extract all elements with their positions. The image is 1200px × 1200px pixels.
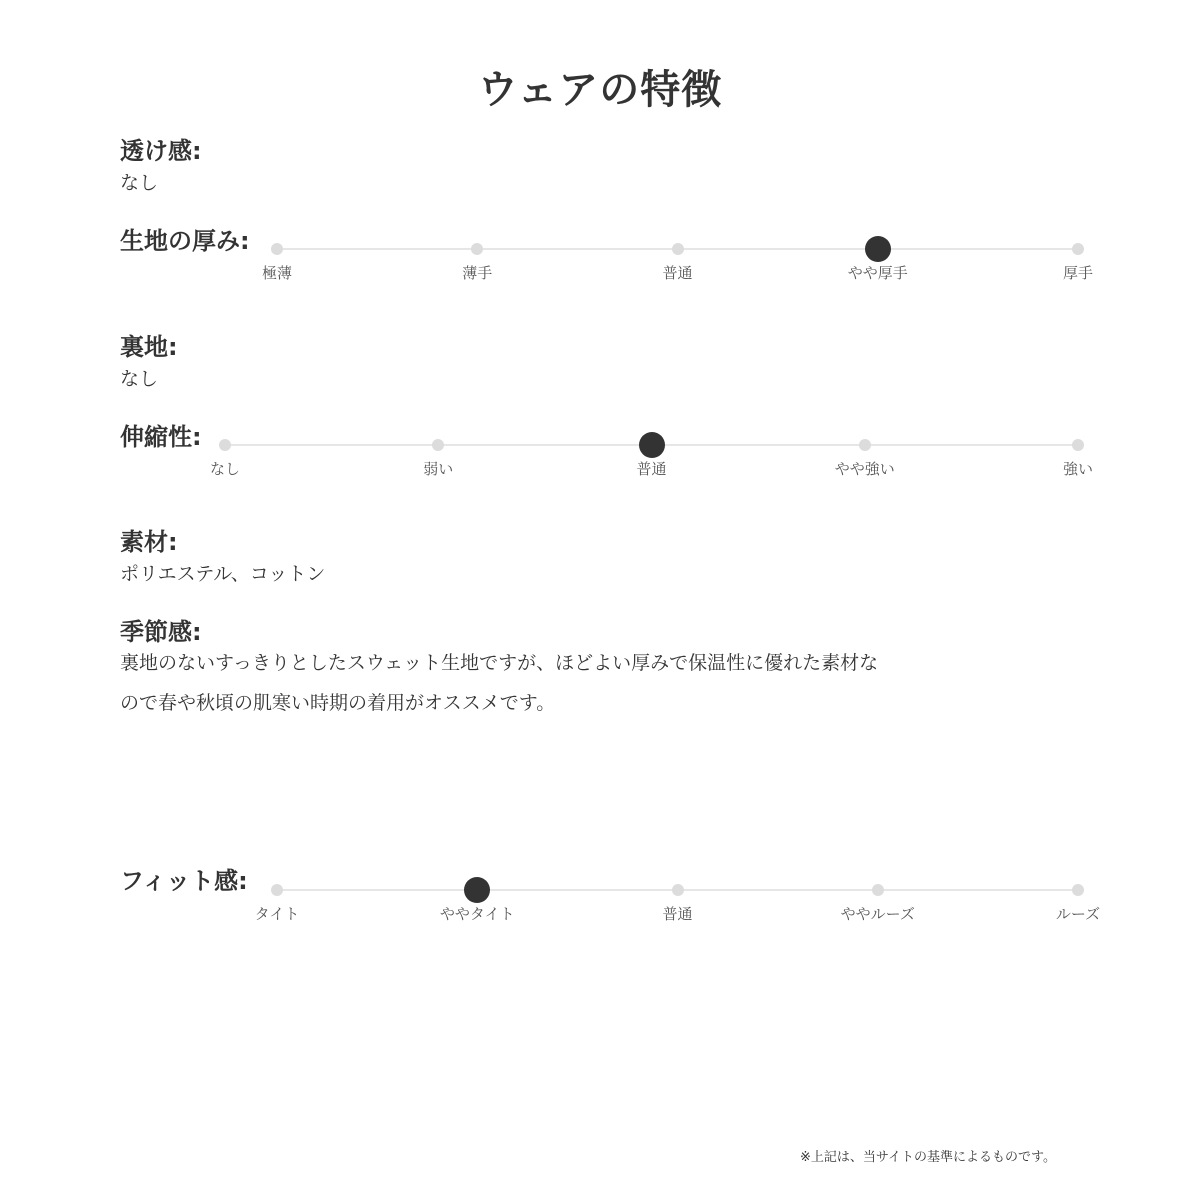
fit-option-label: ルーズ [1055,905,1101,923]
footnote: ※上記は、当サイトの基準によるものです。 [800,1150,1056,1165]
thickness-scale [261,248,1093,288]
page-title: ウェアの特徴 [477,67,723,113]
fit-option-label: ややルーズ [840,905,915,923]
thickness-dot [271,243,283,255]
thickness-selected-dot [865,236,891,262]
thickness-dot [471,243,483,255]
thickness-option-label: 普通 [662,264,693,282]
stretch-label: 伸縮性: [120,423,202,451]
fit-option-label: タイト [254,905,300,923]
fit-option-label: 普通 [662,905,693,923]
stretch-option-label: 強い [1062,460,1093,478]
fit-dot [271,884,283,896]
stretch-option-label: 弱い [423,460,454,478]
thickness-dot [1072,243,1084,255]
stretch-option-label: 普通 [636,460,667,478]
stretch-selected-dot [639,432,665,458]
fit-label: フィット感: [120,867,248,895]
lining-label: 裏地: [120,333,178,361]
stretch-dot [219,439,231,451]
fit-dot [1072,884,1084,896]
fit-option-label: ややタイト [439,905,515,923]
fit-dot [872,884,884,896]
season-description: 裏地のないすっきりとしたスウェット生地ですが、ほどよい厚みで保温性に優れた素材なので春や秋頃の肌寒い時期の着用がオススメです。 [120,652,879,714]
thickness-dot [672,243,684,255]
stretch-dot [1072,439,1084,451]
stretch-option-label: なし [209,460,240,478]
thickness-option-label: 厚手 [1062,264,1093,282]
thickness-option-label: 薄手 [462,264,493,282]
material-value: ポリエステル、コットン [120,563,326,585]
fit-scale [254,889,1101,929]
thickness-option-label: 極薄 [261,264,292,282]
thickness-option-label: やや厚手 [847,264,908,282]
fit-selected-dot [464,877,490,903]
stretch-dot [432,439,444,451]
stretch-dot [859,439,871,451]
fit-dot [672,884,684,896]
lining-value: なし [120,368,159,390]
season-label: 季節感: [120,618,202,646]
thickness-label: 生地の厚み: [120,227,250,255]
transparency-value: なし [120,172,159,194]
stretch-scale [209,444,1093,484]
stretch-option-label: やや強い [834,460,895,478]
transparency-label: 透け感: [120,137,202,165]
material-label: 素材: [120,528,178,556]
